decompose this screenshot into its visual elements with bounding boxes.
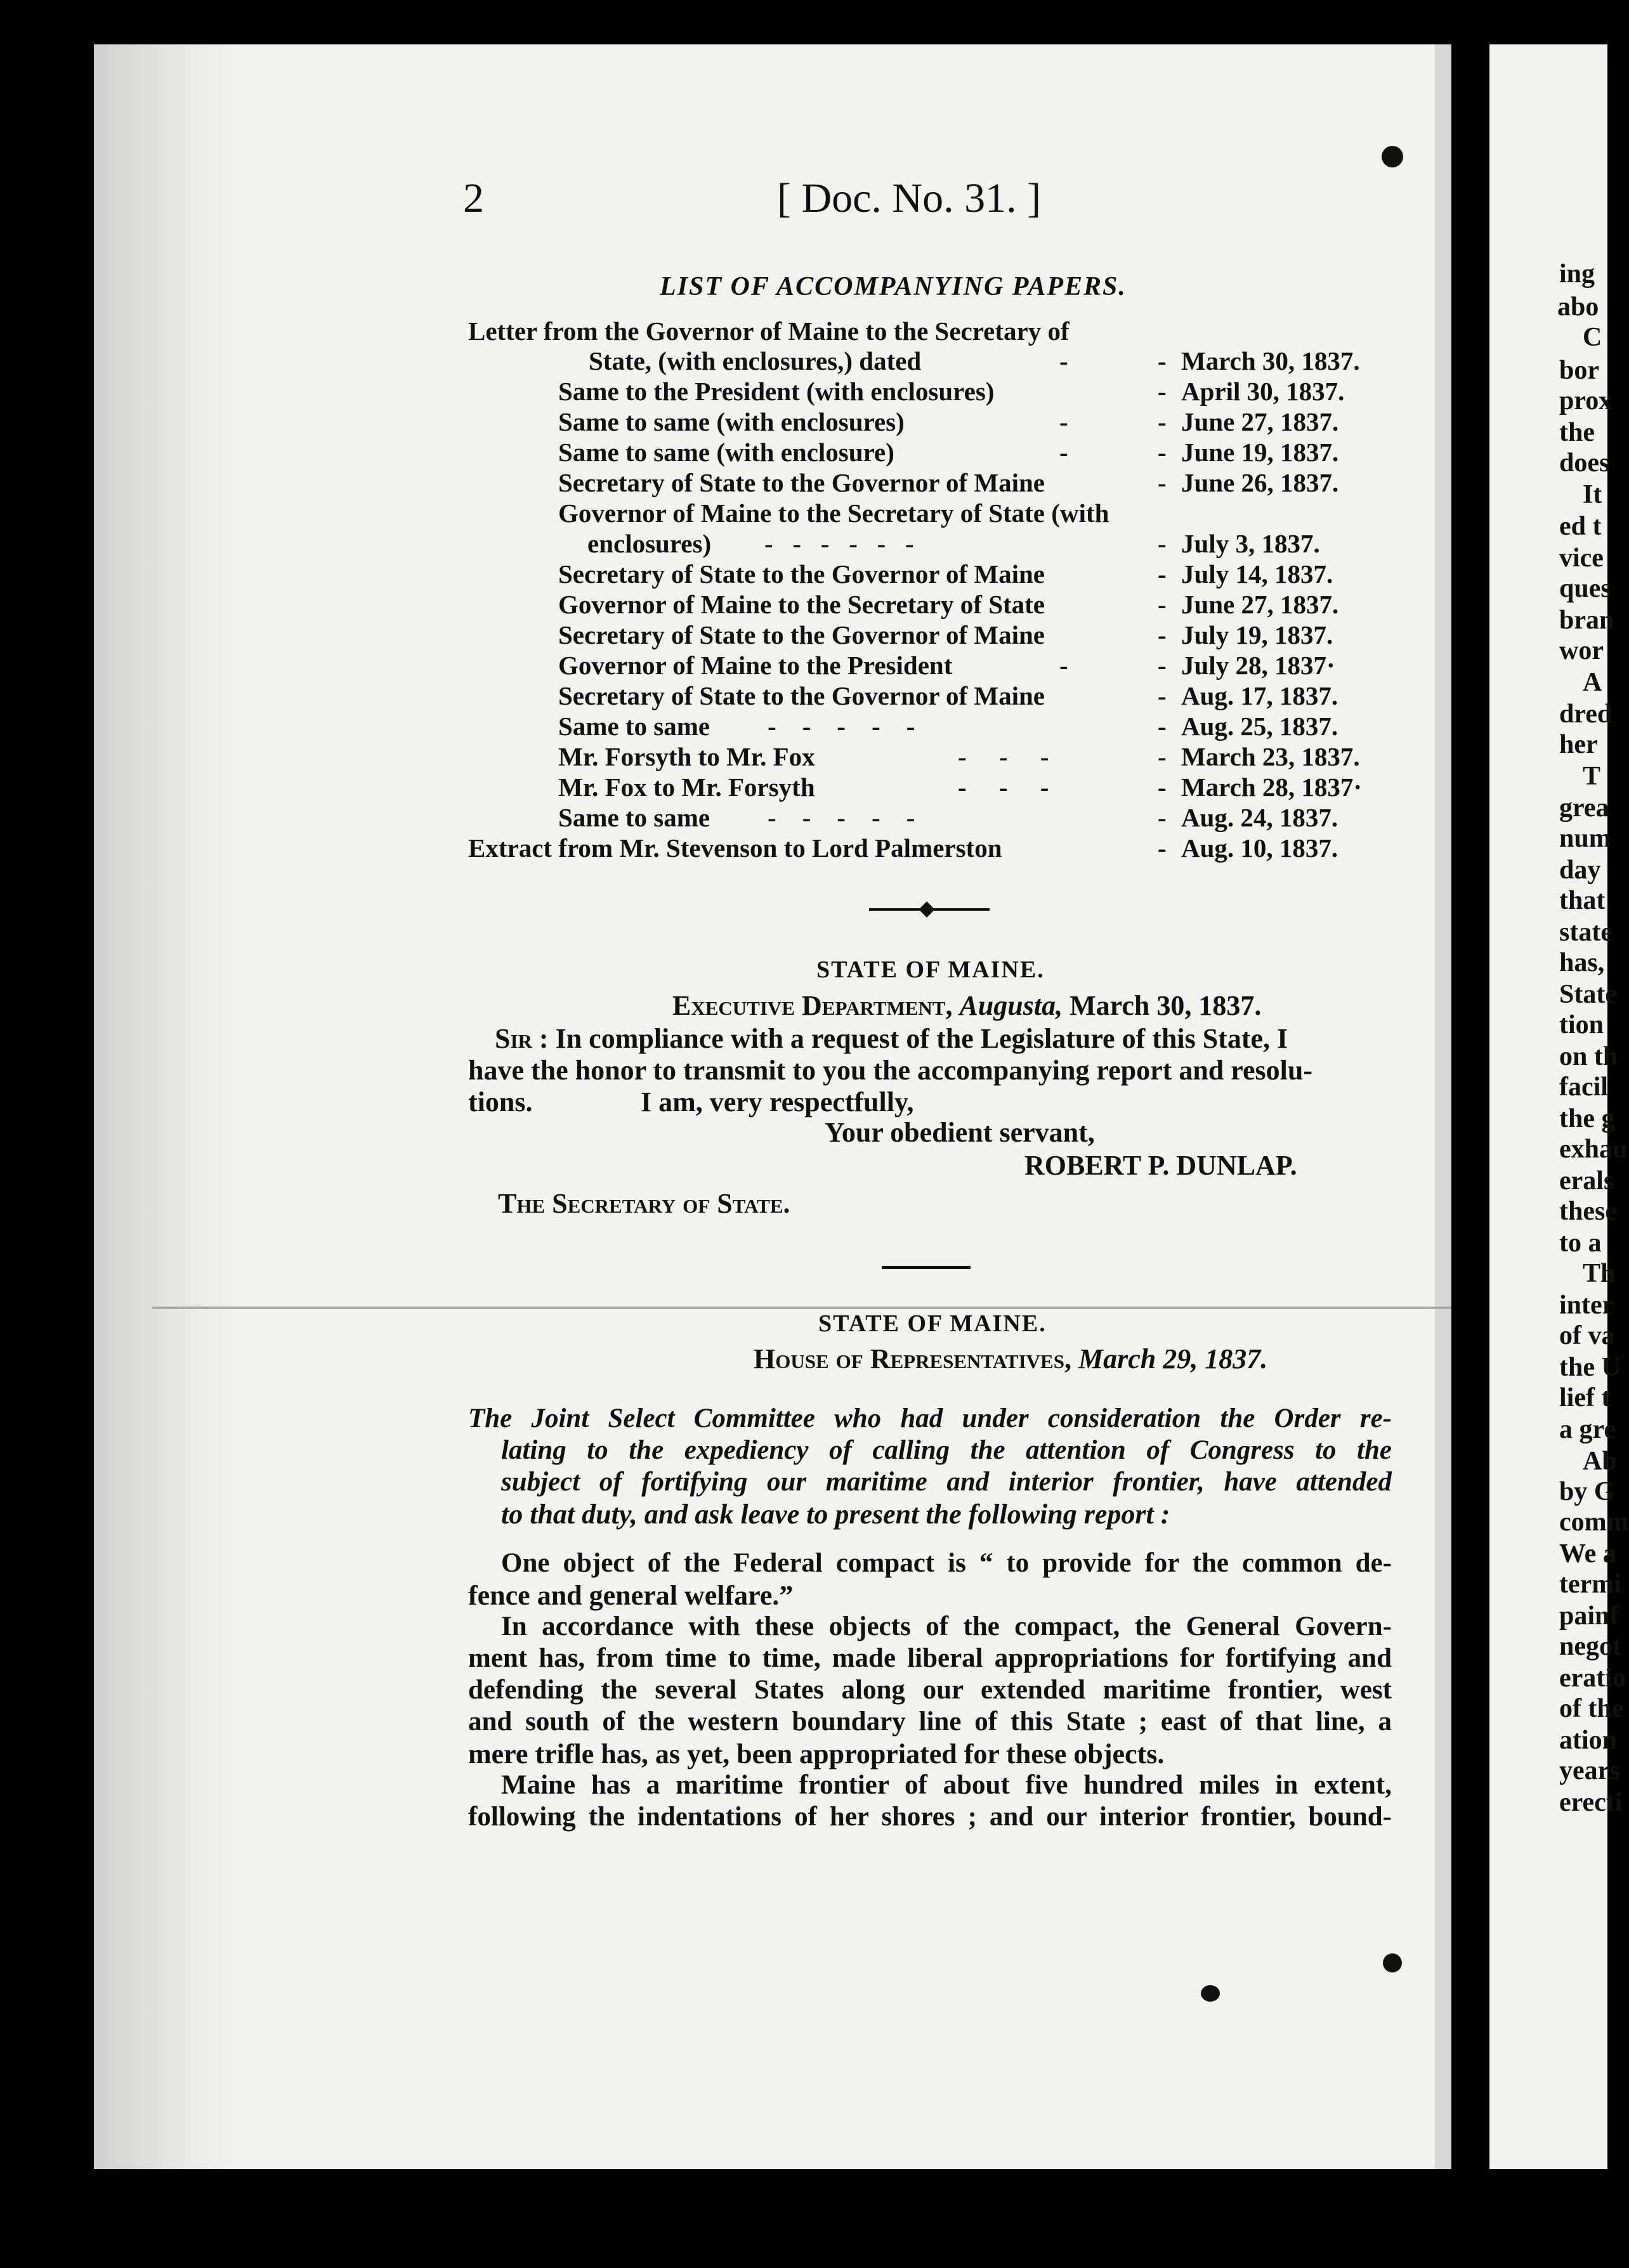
- salutation: Sir :: [495, 1023, 549, 1054]
- paper-description: Governor of Maine to the President: [558, 651, 953, 680]
- adjacent-page-line: negot: [1559, 1632, 1621, 1661]
- leader-dash: -: [1158, 407, 1167, 436]
- leader-dash: -: [1158, 833, 1167, 863]
- report-body-line: mere trifle has, as yet, been appropriated for these objects.: [468, 1738, 1165, 1769]
- adjacent-page-line: ation: [1559, 1726, 1618, 1755]
- paper-description: Governor of Maine to the Secretary of State: [558, 590, 1045, 619]
- paper-description: Secretary of State to the Governor of Maine: [558, 559, 1045, 589]
- leader-dash: -: [1059, 346, 1068, 375]
- paper-description: Same to the President (with enclosures): [558, 377, 995, 406]
- adjacent-page-line: ed t: [1559, 512, 1602, 541]
- adjacent-page-line: the g: [1559, 1104, 1615, 1133]
- paper-description: State, (with enclosures,) dated: [589, 346, 922, 375]
- leader-dash: -: [1158, 559, 1167, 589]
- paper-date: June 27, 1837.: [1181, 590, 1339, 619]
- paper-description: Secretary of State to the Governor of Maine: [558, 468, 1045, 497]
- letter-body-2: have the honor to transmit to you the accompanying report and resolu-: [468, 1055, 1312, 1086]
- report-body-line: ment has, from time to time, made liberal appropriations for fortifying and: [468, 1643, 1392, 1673]
- leader-dash: -: [1158, 468, 1167, 497]
- paper-description: Governor of Maine to the Secretary of State (with: [558, 499, 1109, 528]
- paper-date: March 28, 1837·: [1181, 772, 1363, 802]
- leader-dash: -: [1059, 651, 1068, 680]
- leader-dash: - - - - -: [768, 712, 915, 741]
- report-intro-line: subject of fortifying our maritime and interior frontier, have attended: [501, 1467, 1392, 1497]
- adjacent-page-line: that: [1559, 886, 1606, 915]
- paper-date: June 19, 1837.: [1181, 438, 1339, 467]
- report-intro-line: The Joint Select Committee who had under consideration the Order re-: [468, 1404, 1392, 1433]
- paper-description: Letter from the Governor of Maine to the Secretary of: [468, 316, 1070, 346]
- leader-dash: -: [1158, 346, 1167, 375]
- adjacent-page-line: erecti: [1559, 1788, 1623, 1817]
- paper-description: Same to same (with enclosure): [558, 438, 894, 467]
- report-body-line: Maine has a maritime frontier of about five hundred miles in extent,: [501, 1770, 1392, 1800]
- adjacent-page-line: her: [1559, 730, 1598, 759]
- dateline-date: March 29, 1837.: [1078, 1343, 1268, 1374]
- leader-dash: -: [1158, 681, 1167, 710]
- adjacent-page-line: facil: [1559, 1072, 1608, 1102]
- ink-blot: [1201, 1985, 1220, 2002]
- adjacent-page-line: the U: [1559, 1353, 1621, 1382]
- adjacent-page-line: prox: [1559, 386, 1613, 415]
- paper-date: Aug. 24, 1837.: [1181, 803, 1338, 832]
- letter-closing-1: I am, very respectfully,: [641, 1086, 914, 1118]
- dateline-place: Augusta,: [959, 990, 1063, 1021]
- adjacent-page-line: tion: [1559, 1010, 1604, 1040]
- report-heading: STATE OF MAINE.: [818, 1310, 1047, 1337]
- paper-date: July 19, 1837.: [1181, 620, 1333, 649]
- paper-date: July 14, 1837.: [1181, 559, 1333, 589]
- paper-description: Mr. Forsyth to Mr. Fox: [558, 742, 815, 771]
- report-body-line: defending the several States along our extended maritime frontier, west: [468, 1675, 1392, 1705]
- dateline-date: March 30, 1837.: [1070, 990, 1262, 1021]
- adjacent-page-line: grea: [1559, 793, 1609, 823]
- list-title: LIST OF ACCOMPANYING PAPERS.: [660, 272, 1127, 301]
- paper-date: Aug. 10, 1837.: [1181, 833, 1338, 863]
- paper-description: Secretary of State to the Governor of Maine: [558, 681, 1045, 710]
- paper-date: Aug. 25, 1837.: [1181, 712, 1338, 741]
- leader-dash: - - - - - -: [764, 529, 914, 558]
- paper-description: Same to same: [558, 712, 710, 741]
- leader-dash: -: [1059, 407, 1068, 436]
- adjacent-page-line: state: [1559, 918, 1613, 947]
- paper-description: Same to same (with enclosures): [558, 407, 905, 436]
- adjacent-page-line: the: [1559, 418, 1595, 447]
- adjacent-page-line: on th: [1559, 1042, 1618, 1071]
- document-id: [ Doc. No. 31. ]: [777, 175, 1042, 221]
- report-body-line: and south of the western boundary line of this State ; east of that line, a: [468, 1707, 1392, 1737]
- paper-date: June 27, 1837.: [1181, 407, 1339, 436]
- adjacent-page-line: State: [1559, 980, 1617, 1009]
- adjacent-page-line: of va: [1559, 1321, 1615, 1350]
- paper-date: March 30, 1837.: [1181, 346, 1360, 375]
- adjacent-page-line: day: [1559, 856, 1601, 885]
- paper-row: [468, 316, 1070, 346]
- leader-dash: -: [1158, 742, 1167, 771]
- adjacent-page-line: A: [1583, 668, 1602, 697]
- leader-dash: -: [1158, 803, 1167, 832]
- paper-date: April 30, 1837.: [1181, 377, 1345, 406]
- paper-date: July 3, 1837.: [1181, 529, 1320, 558]
- letter-body-1: In compliance with a request of the Legislature of this State, I: [555, 1023, 1288, 1054]
- adjacent-page-line: ques: [1559, 574, 1611, 603]
- report-body-line: fence and general welfare.”: [468, 1580, 794, 1611]
- ink-blot: [1382, 146, 1403, 167]
- ink-blot: [1383, 1953, 1402, 1972]
- adjacent-page-line: wor: [1559, 636, 1604, 665]
- adjacent-page-line: C: [1583, 323, 1602, 352]
- paper-description: Mr. Fox to Mr. Forsyth: [558, 772, 815, 802]
- report-body-line: In accordance with these objects of the compact, the General Govern-: [501, 1612, 1392, 1641]
- paper-date: July 28, 1837·: [1181, 651, 1335, 680]
- adjacent-page-line: years: [1559, 1756, 1620, 1785]
- report-dateline: [754, 1343, 1267, 1375]
- adjacent-page-line: vice: [1559, 544, 1604, 573]
- adjacent-page-line: of the: [1559, 1694, 1624, 1723]
- leader-dash: -: [1158, 651, 1167, 680]
- letter-signature: ROBERT P. DUNLAP.: [1024, 1150, 1297, 1181]
- adjacent-page-line: these: [1559, 1197, 1617, 1226]
- page-fold-crease: [152, 1307, 1451, 1309]
- letter-dateline: [672, 989, 1261, 1022]
- adjacent-page-line: abo: [1557, 292, 1599, 322]
- adjacent-page-line: comm: [1559, 1508, 1629, 1537]
- dateline-house: House of Representatives,: [754, 1343, 1071, 1374]
- section-rule: [882, 1266, 971, 1269]
- report-intro-line: to that duty, and ask leave to present the following report :: [501, 1499, 1170, 1530]
- adjacent-page-line: bor: [1559, 356, 1599, 385]
- adjacent-page-line: has,: [1559, 948, 1605, 977]
- adjacent-page-line: dred: [1559, 700, 1613, 729]
- adjacent-page-line: Th: [1583, 1259, 1616, 1288]
- adjacent-page-line: inter: [1559, 1291, 1614, 1320]
- adjacent-page-line: We a: [1559, 1539, 1616, 1568]
- paper-row: [558, 498, 1109, 528]
- paper-description: enclosures): [587, 529, 712, 558]
- adjacent-page-line: does: [1559, 448, 1610, 478]
- adjacent-page-line: lief t: [1559, 1383, 1611, 1412]
- report-body-line: One object of the Federal compact is “ to provide for the common de-: [501, 1548, 1392, 1578]
- letter-body-3: tions.: [468, 1086, 533, 1118]
- leader-dash: -: [1158, 712, 1167, 741]
- leader-dash: -: [1158, 590, 1167, 619]
- leader-dash: -: [1059, 438, 1068, 467]
- paper-description: Secretary of State to the Governor of Maine: [558, 620, 1045, 649]
- leader-dash: - - -: [958, 742, 1049, 771]
- adjacent-page-line: Ab: [1583, 1447, 1617, 1476]
- dateline-department: Executive Department,: [672, 990, 953, 1021]
- adjacent-page-line: exhau: [1559, 1135, 1628, 1164]
- page-number: 2: [463, 175, 484, 221]
- letter-closing-2: Your obedient servant,: [825, 1117, 1095, 1148]
- adjacent-page-line: erals: [1559, 1166, 1614, 1196]
- paper-description: Same to same: [558, 803, 710, 832]
- adjacent-page-line: num: [1559, 824, 1611, 853]
- letter-heading: STATE OF MAINE.: [816, 956, 1045, 983]
- paper-date: March 23, 1837.: [1181, 742, 1360, 771]
- paper-date: June 26, 1837.: [1181, 468, 1339, 497]
- report-body-line: following the indentations of her shores ; and our interior frontier, bound-: [468, 1802, 1392, 1832]
- adjacent-page-line: painf: [1559, 1601, 1619, 1631]
- adjacent-page-line: It: [1583, 480, 1602, 509]
- adjacent-page-line: T: [1583, 762, 1601, 791]
- adjacent-page-line: ing: [1559, 259, 1595, 289]
- adjacent-page-line: termi: [1559, 1570, 1621, 1599]
- paper-date: Aug. 17, 1837.: [1181, 681, 1338, 710]
- leader-dash: -: [1158, 377, 1167, 406]
- leader-dash: -: [1158, 772, 1167, 802]
- leader-dash: - - -: [958, 772, 1049, 802]
- leader-dash: -: [1158, 529, 1167, 558]
- adjacent-page-line: eratio: [1559, 1664, 1626, 1693]
- letter-line-1: [495, 1022, 1288, 1055]
- letter-recipient: The Secretary of State.: [498, 1188, 790, 1219]
- report-intro-line: lating to the expediency of calling the attention of Congress to the: [501, 1435, 1392, 1465]
- adjacent-page-line: bran: [1559, 606, 1614, 635]
- paper-description: Extract from Mr. Stevenson to Lord Palmerston: [468, 833, 1002, 863]
- leader-dash: - - - - -: [768, 803, 915, 832]
- adjacent-page-line: a gre: [1559, 1415, 1616, 1444]
- leader-dash: -: [1158, 438, 1167, 467]
- adjacent-page-line: to a: [1559, 1228, 1602, 1258]
- adjacent-page-line: by G: [1559, 1477, 1615, 1506]
- leader-dash: -: [1158, 620, 1167, 649]
